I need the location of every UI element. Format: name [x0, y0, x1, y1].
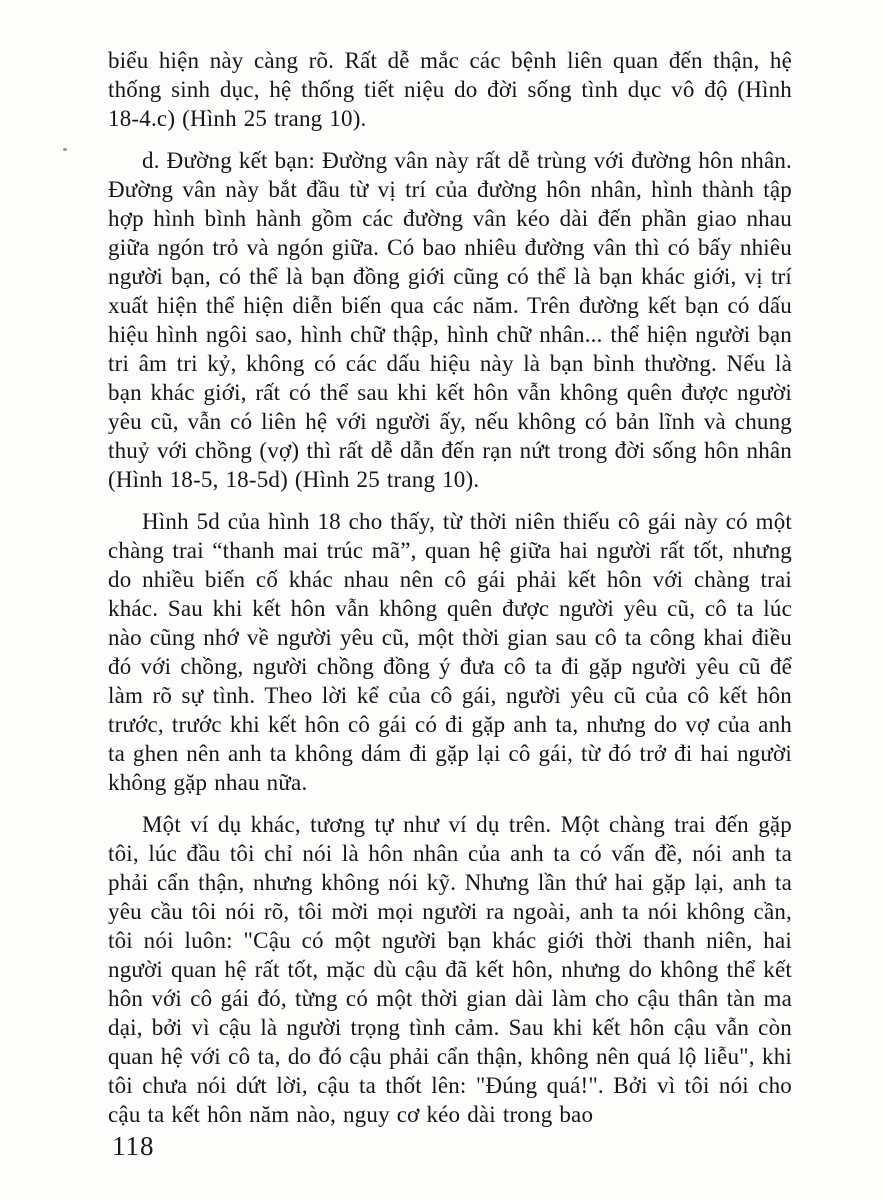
paragraph-friendship-line: d. Đường kết bạn: Đường vân này rất dễ trùng với đường hôn nhân. Đường vân này bắt đầu từ vị trí của đường hôn nhân, hình thành tập hợp hình bình hành gồm các đường vân kéo dài đến phần giao nhau giữa ngón trỏ và ngón giữa. Có bao nhiêu đường vân thì có bấy nhiêu người bạn, có thể là bạn đồng giới cũng có thể là bạn khác giới, vị trí xuất hiện thể hiện diễn biến qua các năm. Trên đường kết bạn có dấu hiệu hình ngôi sao, hình chữ thập, hình chữ nhân... thể hiện người bạn tri âm tri kỷ, không có các dấu hiệu này là bạn bình thường. Nếu là bạn khác giới, rất có thể sau khi kết hôn vẫn không quên được người yêu cũ, vẫn có liên hệ với người ấy, nếu không có bản lĩnh và chung thuỷ với chồng (vợ) thì rất dễ dẫn đến rạn nứt trong đời sống hôn nhân (Hình 18-5, 18-5d) (Hình 25 trang 10). — [108, 148, 792, 492]
page-number: 118 — [112, 1131, 155, 1161]
paragraph-continuation: biểu hiện này càng rõ. Rất dễ mắc các bệnh liên quan đến thận, hệ thống sinh dục, hệ thống tiết niệu do đời sống tình dục vô độ (Hình 18-4.c) (Hình 25 trang 10). — [108, 48, 792, 131]
paragraph-figure-5d-story: Hình 5d của hình 18 cho thấy, từ thời niên thiếu cô gái này có một chàng trai “thanh mai trúc mã”, quan hệ giữa hai người rất tốt, nhưng do nhiều biến cố khác nhau nên cô gái phải kết hôn với chàng trai khác. Sau khi kết hôn vẫn không quên được người yêu cũ, cô ta lúc nào cũng nhớ về người yêu cũ, một thời gian sau cô ta công khai điều đó với chồng, người chồng đồng ý đưa cô ta đi gặp người yêu cũ để làm rõ sự tình. Theo lời kể của cô gái, người yêu cũ của cô kết hôn trước, trước khi kết hôn cô gái có đi gặp anh ta, nhưng do vợ của anh ta ghen nên anh ta không dám đi gặp lại cô gái, từ đó trở đi hai người không gặp nhau nữa. — [108, 509, 792, 795]
scan-speck — [63, 148, 67, 151]
text-block — [108, 46, 792, 1142]
paragraph-second-example: Một ví dụ khác, tương tự như ví dụ trên. Một chàng trai đến gặp tôi, lúc đầu tôi chỉ nói là hôn nhân của anh ta có vấn đề, nói anh ta phải cẩn thận, nhưng không nói kỹ. Nhưng lần thứ hai gặp lại, anh ta yêu cầu tôi nói rõ, tôi mời mọi người ra ngoài, anh ta nói không cần, tôi nói luôn: "Cậu có một người bạn khác giới thời thanh niên, hai người quan hệ rất tốt, mặc dù cậu đã kết hôn, nhưng do không thể kết hôn với cô gái đó, từng có một thời gian dài làm cho cậu thân tàn ma dại, bởi vì cậu là người trọng tình cảm. Sau khi kết hôn cậu vẫn còn quan hệ với cô ta, do đó cậu phải cẩn thận, không nên quá lộ liễu", khi tôi chưa nói dứt lời, cậu ta thốt lên: "Đúng quá!". Bởi vì tôi nói cho cậu ta kết hôn năm nào, nguy cơ kéo dài trong bao — [108, 812, 792, 1127]
